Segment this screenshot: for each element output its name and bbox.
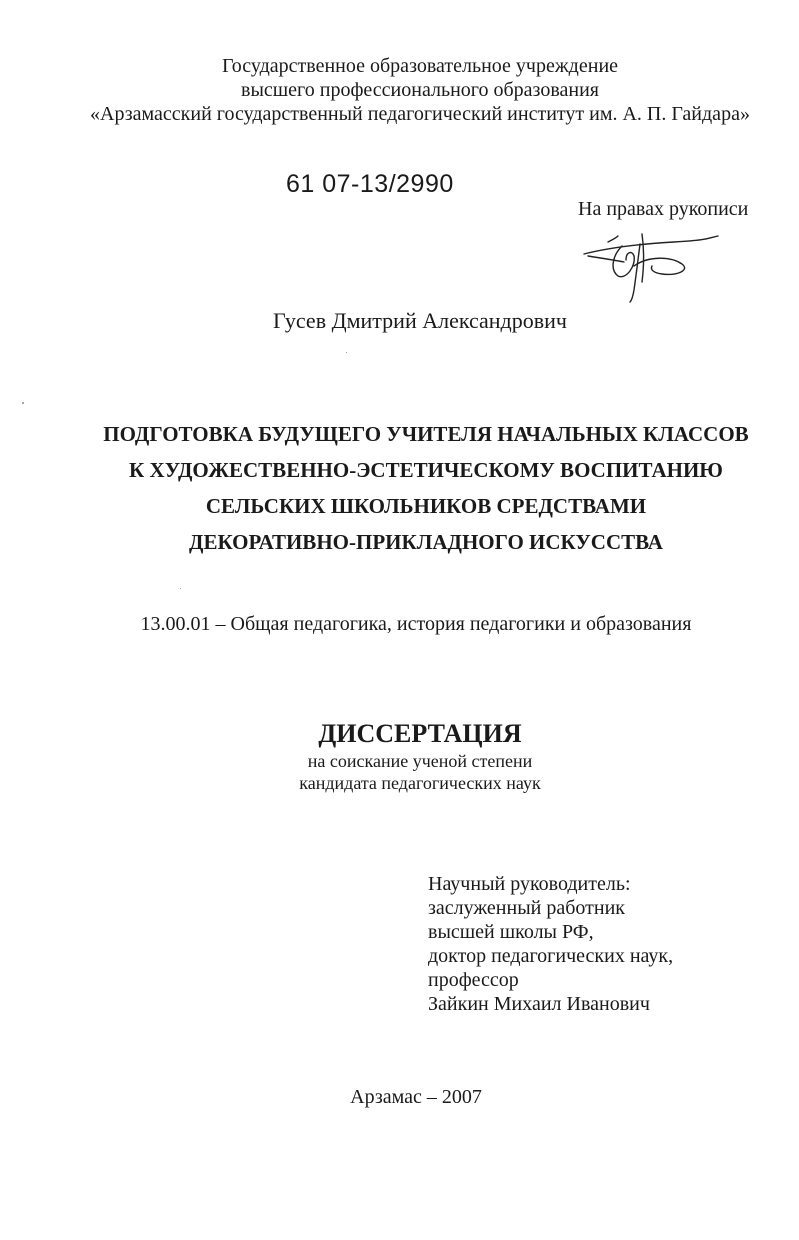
specialty-code: 13.00.01 – Общая педагогика, история педагогики и образования bbox=[140, 613, 692, 635]
document-type bbox=[0, 718, 799, 794]
advisor-line-3: доктор педагогических наук, bbox=[428, 945, 674, 967]
institution-line-3: «Арзамасский государственный педагогический институт им. А. П. Гайдара» bbox=[90, 103, 750, 125]
title-line-1: ПОДГОТОВКА БУДУЩЕГО УЧИТЕЛЯ НАЧАЛЬНЫХ КЛАССОВ bbox=[103, 422, 749, 446]
place-year: Арзамас – 2007 bbox=[350, 1086, 482, 1108]
scientific-advisor bbox=[428, 872, 673, 1016]
scan-speck bbox=[346, 352, 347, 353]
dissertation-title bbox=[0, 416, 799, 560]
institution-header bbox=[0, 54, 799, 126]
advisor-name: Зайкин Михаил Иванович bbox=[428, 993, 650, 1015]
document-type-line-2: кандидата педагогических наук bbox=[299, 773, 541, 793]
author-name: Гусев Дмитрий Александрович bbox=[273, 308, 567, 333]
institution-line-2: высшего профессионального образования bbox=[241, 79, 599, 101]
title-line-4: ДЕКОРАТИВНО-ПРИКЛАДНОГО ИСКУССТВА bbox=[189, 530, 663, 554]
title-line-2: К ХУДОЖЕСТВЕННО-ЭСТЕТИЧЕСКОМУ ВОСПИТАНИЮ bbox=[129, 458, 723, 482]
document-type-title: ДИССЕРТАЦИЯ bbox=[318, 719, 522, 748]
advisor-line-4: профессор bbox=[428, 969, 519, 991]
catalog-number: 61 07-13/2990 bbox=[286, 170, 454, 198]
document-type-line-1: на соискание ученой степени bbox=[307, 751, 533, 771]
scan-speck bbox=[180, 588, 181, 589]
advisor-heading: Научный руководитель: bbox=[428, 873, 631, 895]
advisor-line-2: высшей школы РФ, bbox=[428, 921, 594, 943]
scan-speck bbox=[22, 402, 24, 404]
rights-note: На правах рукописи bbox=[578, 198, 749, 220]
institution-line-1: Государственное образовательное учреждение bbox=[221, 55, 619, 77]
title-line-3: СЕЛЬСКИХ ШКОЛЬНИКОВ СРЕДСТВАМИ bbox=[205, 494, 647, 518]
signature-image bbox=[578, 226, 728, 306]
advisor-line-1: заслуженный работник bbox=[428, 897, 626, 919]
